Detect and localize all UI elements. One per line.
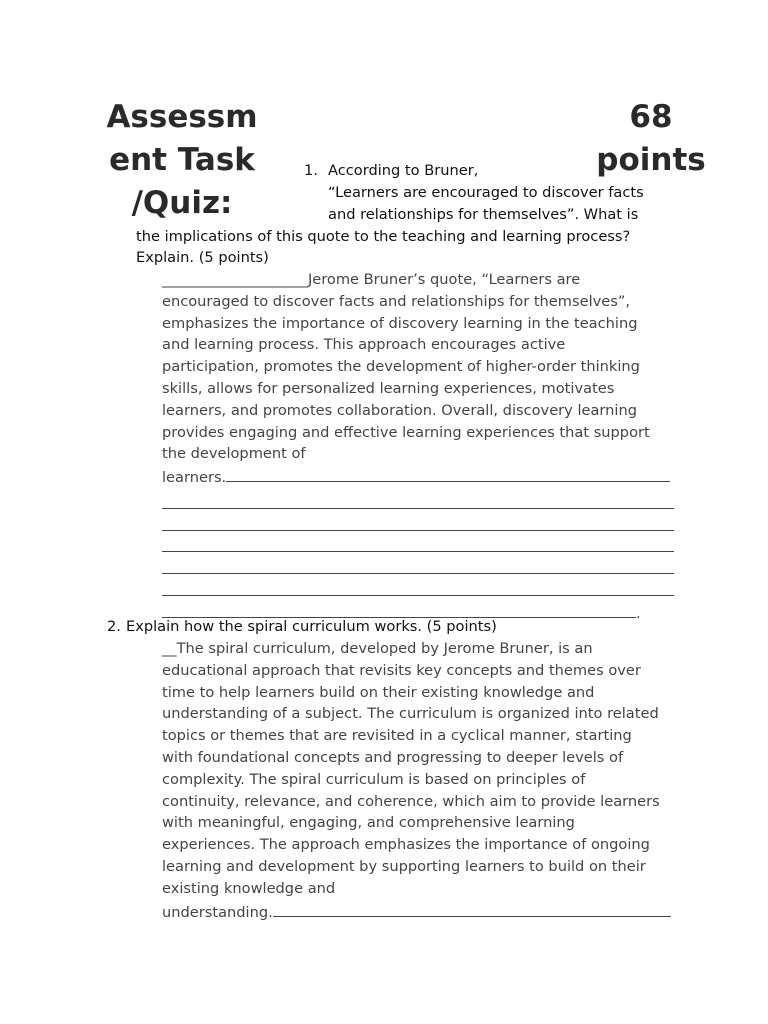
points-number: 68 xyxy=(629,99,673,135)
answer-line: experiences. The approach emphasizes the importance of ongoing xyxy=(162,836,650,854)
blank-line xyxy=(162,509,674,531)
answer-line: provides engaging and effective learning experiences that support xyxy=(162,423,650,441)
question-text-line: Explain. (5 points) xyxy=(136,249,269,266)
title-line: Assessm xyxy=(106,99,258,135)
answer-line: existing knowledge and xyxy=(162,879,336,897)
answer-line: understanding of a subject. The curriculum is organized into related xyxy=(162,705,659,723)
answer-line: __The spiral curriculum, developed by Jerome Bruner, is an xyxy=(162,640,593,657)
answer-line: and learning process. This approach encourages active xyxy=(162,336,566,354)
answer-line: continuity, relevance, and coherence, which aim to provide learners xyxy=(162,792,660,810)
points-total xyxy=(588,96,714,182)
blank-line xyxy=(226,465,670,482)
answer-line: participation, promotes the development of higher-order thinking xyxy=(162,358,640,376)
answer-line-text: understanding. xyxy=(162,903,273,921)
answer-line: the development of xyxy=(162,445,306,463)
answer-line-text: learners. xyxy=(162,469,227,487)
title-line: /Quiz: xyxy=(131,185,233,221)
points-label: points xyxy=(596,142,706,178)
answer-line: learning and development by supporting learners to build on their xyxy=(162,857,646,875)
question-text-line: “Learners are encouraged to discover facts xyxy=(328,184,644,201)
blank-line xyxy=(162,552,674,574)
answer-1 xyxy=(162,269,680,487)
question-text-line: and relationships for themselves”. What is xyxy=(328,206,639,223)
blank-line xyxy=(162,596,636,618)
title-line: ent Task xyxy=(109,142,255,178)
question-text-line: the implications of this quote to the teaching and learning process? xyxy=(136,228,631,245)
question-text: Explain how the spiral curriculum works. (5 points) xyxy=(126,618,497,635)
answer-line xyxy=(162,900,680,922)
answer-line: ____________________Jerome Bruner’s quote, “Learners are xyxy=(162,271,581,288)
answer-line: topics or themes that are revisited in a cyclical manner, starting xyxy=(162,727,632,745)
blank-line xyxy=(273,900,671,917)
answer-line: educational approach that revisits key concepts and themes over xyxy=(162,661,641,679)
answer-line xyxy=(162,465,680,487)
answer-line: skills, allows for personalized learning experiences, motivates xyxy=(162,379,615,397)
answer-line: with foundational concepts and progressing to deeper levels of xyxy=(162,748,624,766)
question-number: 2. xyxy=(107,618,121,635)
answer-line: learners, and promotes collaboration. Overall, discovery learning xyxy=(162,401,637,419)
answer-blank-lines xyxy=(162,487,674,625)
answer-2 xyxy=(162,638,680,921)
answer-line: time to help learners build on their existing knowledge and xyxy=(162,683,595,701)
answer-line: with meaningful, engaging, and comprehensive learning xyxy=(162,814,575,832)
closing-period: . xyxy=(636,604,641,622)
question-text-line: According to Bruner, xyxy=(328,162,479,179)
answer-line: encouraged to discover facts and relationships for themselves”, xyxy=(162,292,631,310)
blank-line xyxy=(162,531,674,553)
answer-line: complexity. The spiral curriculum is based on principles of xyxy=(162,770,586,788)
answer-line: emphasizes the importance of discovery learning in the teaching xyxy=(162,314,638,332)
question-number: 1. xyxy=(304,162,318,179)
blank-line xyxy=(162,487,674,509)
page-title xyxy=(96,96,268,225)
blank-line xyxy=(162,574,674,596)
